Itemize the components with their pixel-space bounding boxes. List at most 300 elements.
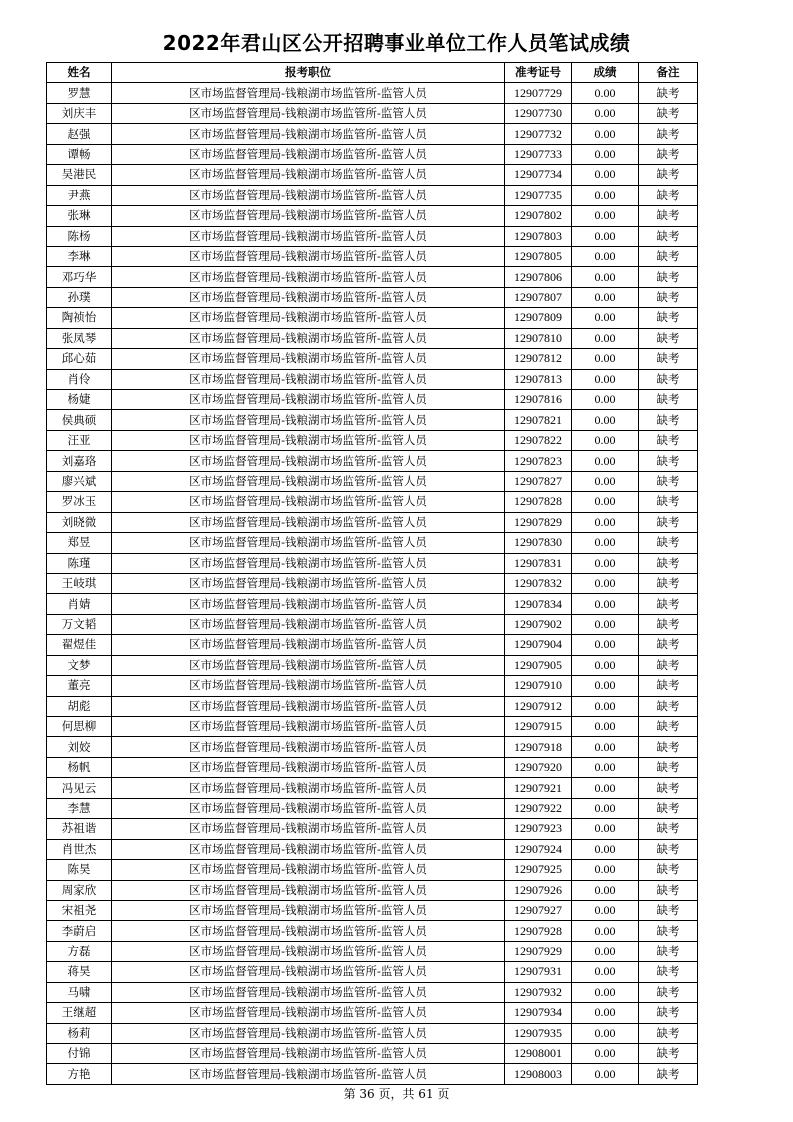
cell-score: 0.00 bbox=[572, 635, 639, 655]
cell-name: 刘姣 bbox=[47, 737, 112, 757]
cell-name: 郑昱 bbox=[47, 533, 112, 553]
cell-score: 0.00 bbox=[572, 83, 639, 103]
cell-name: 董亮 bbox=[47, 676, 112, 696]
cell-score: 0.00 bbox=[572, 1023, 639, 1043]
cell-exam-id: 12907929 bbox=[505, 941, 572, 961]
cell-position: 区市场监督管理局-钱粮湖市场监管所-监管人员 bbox=[112, 553, 505, 573]
cell-score: 0.00 bbox=[572, 1044, 639, 1064]
cell-name: 刘庆丰 bbox=[47, 103, 112, 123]
cell-exam-id: 12907729 bbox=[505, 83, 572, 103]
cell-position: 区市场监督管理局-钱粮湖市场监管所-监管人员 bbox=[112, 267, 505, 287]
cell-position: 区市场监督管理局-钱粮湖市场监管所-监管人员 bbox=[112, 614, 505, 634]
table-row bbox=[47, 124, 698, 144]
cell-exam-id: 12907921 bbox=[505, 778, 572, 798]
cell-note: 缺考 bbox=[639, 860, 698, 880]
cell-score: 0.00 bbox=[572, 573, 639, 593]
cell-score: 0.00 bbox=[572, 778, 639, 798]
cell-score: 0.00 bbox=[572, 982, 639, 1002]
cell-position: 区市场监督管理局-钱粮湖市场监管所-监管人员 bbox=[112, 83, 505, 103]
cell-name: 胡彪 bbox=[47, 696, 112, 716]
cell-score: 0.00 bbox=[572, 737, 639, 757]
cell-score: 0.00 bbox=[572, 962, 639, 982]
cell-position: 区市场监督管理局-钱粮湖市场监管所-监管人员 bbox=[112, 144, 505, 164]
cell-note: 缺考 bbox=[639, 492, 698, 512]
cell-name: 尹燕 bbox=[47, 185, 112, 205]
cell-score: 0.00 bbox=[572, 451, 639, 471]
cell-score: 0.00 bbox=[572, 103, 639, 123]
cell-exam-id: 12907805 bbox=[505, 246, 572, 266]
cell-position: 区市场监督管理局-钱粮湖市场监管所-监管人员 bbox=[112, 1064, 505, 1084]
header-score: 成绩 bbox=[572, 63, 639, 83]
results-table bbox=[46, 62, 698, 1085]
table-row bbox=[47, 655, 698, 675]
cell-score: 0.00 bbox=[572, 308, 639, 328]
cell-note: 缺考 bbox=[639, 430, 698, 450]
cell-name: 汪亚 bbox=[47, 430, 112, 450]
cell-position: 区市场监督管理局-钱粮湖市场监管所-监管人员 bbox=[112, 737, 505, 757]
cell-exam-id: 12907802 bbox=[505, 206, 572, 226]
cell-name: 肖婧 bbox=[47, 594, 112, 614]
table-row bbox=[47, 206, 698, 226]
cell-name: 李蔚启 bbox=[47, 921, 112, 941]
cell-position: 区市场监督管理局-钱粮湖市场监管所-监管人员 bbox=[112, 635, 505, 655]
cell-name: 杨婕 bbox=[47, 390, 112, 410]
cell-position: 区市场监督管理局-钱粮湖市场监管所-监管人员 bbox=[112, 287, 505, 307]
table-row bbox=[47, 83, 698, 103]
cell-exam-id: 12907730 bbox=[505, 103, 572, 123]
cell-note: 缺考 bbox=[639, 1064, 698, 1084]
table-row bbox=[47, 798, 698, 818]
cell-position: 区市场监督管理局-钱粮湖市场监管所-监管人员 bbox=[112, 349, 505, 369]
cell-name: 罗慧 bbox=[47, 83, 112, 103]
cell-position: 区市场监督管理局-钱粮湖市场监管所-监管人员 bbox=[112, 410, 505, 430]
cell-exam-id: 12907734 bbox=[505, 165, 572, 185]
cell-position: 区市场监督管理局-钱粮湖市场监管所-监管人员 bbox=[112, 492, 505, 512]
cell-score: 0.00 bbox=[572, 430, 639, 450]
cell-exam-id: 12907905 bbox=[505, 655, 572, 675]
cell-position: 区市场监督管理局-钱粮湖市场监管所-监管人员 bbox=[112, 226, 505, 246]
cell-name: 邓巧华 bbox=[47, 267, 112, 287]
cell-name: 冯见云 bbox=[47, 778, 112, 798]
table-row bbox=[47, 696, 698, 716]
cell-position: 区市场监督管理局-钱粮湖市场监管所-监管人员 bbox=[112, 103, 505, 123]
cell-note: 缺考 bbox=[639, 737, 698, 757]
table-row bbox=[47, 1044, 698, 1064]
cell-exam-id: 12908001 bbox=[505, 1044, 572, 1064]
cell-position: 区市场监督管理局-钱粮湖市场监管所-监管人员 bbox=[112, 369, 505, 389]
cell-position: 区市场监督管理局-钱粮湖市场监管所-监管人员 bbox=[112, 573, 505, 593]
cell-exam-id: 12907904 bbox=[505, 635, 572, 655]
cell-score: 0.00 bbox=[572, 410, 639, 430]
cell-position: 区市场监督管理局-钱粮湖市场监管所-监管人员 bbox=[112, 533, 505, 553]
cell-note: 缺考 bbox=[639, 921, 698, 941]
cell-name: 侯典硕 bbox=[47, 410, 112, 430]
cell-score: 0.00 bbox=[572, 226, 639, 246]
cell-exam-id: 12907924 bbox=[505, 839, 572, 859]
cell-score: 0.00 bbox=[572, 349, 639, 369]
cell-note: 缺考 bbox=[639, 880, 698, 900]
cell-score: 0.00 bbox=[572, 921, 639, 941]
cell-position: 区市场监督管理局-钱粮湖市场监管所-监管人员 bbox=[112, 185, 505, 205]
cell-name: 宋祖尧 bbox=[47, 900, 112, 920]
cell-position: 区市场监督管理局-钱粮湖市场监管所-监管人员 bbox=[112, 819, 505, 839]
cell-exam-id: 12907912 bbox=[505, 696, 572, 716]
cell-score: 0.00 bbox=[572, 185, 639, 205]
cell-name: 陈昊 bbox=[47, 860, 112, 880]
table-row bbox=[47, 144, 698, 164]
cell-name: 谭畅 bbox=[47, 144, 112, 164]
cell-score: 0.00 bbox=[572, 124, 639, 144]
cell-exam-id: 12907910 bbox=[505, 676, 572, 696]
cell-position: 区市场监督管理局-钱粮湖市场监管所-监管人员 bbox=[112, 839, 505, 859]
cell-score: 0.00 bbox=[572, 614, 639, 634]
cell-name: 刘嘉珞 bbox=[47, 451, 112, 471]
cell-score: 0.00 bbox=[572, 900, 639, 920]
cell-score: 0.00 bbox=[572, 717, 639, 737]
cell-note: 缺考 bbox=[639, 676, 698, 696]
table-row bbox=[47, 573, 698, 593]
cell-exam-id: 12907822 bbox=[505, 430, 572, 450]
cell-exam-id: 12907806 bbox=[505, 267, 572, 287]
table-row bbox=[47, 390, 698, 410]
cell-exam-id: 12907831 bbox=[505, 553, 572, 573]
cell-note: 缺考 bbox=[639, 1044, 698, 1064]
cell-position: 区市场监督管理局-钱粮湖市场监管所-监管人员 bbox=[112, 696, 505, 716]
cell-note: 缺考 bbox=[639, 185, 698, 205]
cell-name: 杨莉 bbox=[47, 1023, 112, 1043]
cell-note: 缺考 bbox=[639, 206, 698, 226]
cell-note: 缺考 bbox=[639, 83, 698, 103]
table-row bbox=[47, 594, 698, 614]
cell-note: 缺考 bbox=[639, 798, 698, 818]
cell-position: 区市场监督管理局-钱粮湖市场监管所-监管人员 bbox=[112, 860, 505, 880]
cell-exam-id: 12907830 bbox=[505, 533, 572, 553]
cell-score: 0.00 bbox=[572, 328, 639, 348]
cell-score: 0.00 bbox=[572, 144, 639, 164]
table-row bbox=[47, 430, 698, 450]
table-row bbox=[47, 410, 698, 430]
cell-note: 缺考 bbox=[639, 410, 698, 430]
cell-note: 缺考 bbox=[639, 512, 698, 532]
table-row bbox=[47, 860, 698, 880]
cell-note: 缺考 bbox=[639, 573, 698, 593]
cell-position: 区市场监督管理局-钱粮湖市场监管所-监管人员 bbox=[112, 328, 505, 348]
cell-note: 缺考 bbox=[639, 1023, 698, 1043]
cell-name: 周家欣 bbox=[47, 880, 112, 900]
cell-position: 区市场监督管理局-钱粮湖市场监管所-监管人员 bbox=[112, 941, 505, 961]
cell-name: 方磊 bbox=[47, 941, 112, 961]
cell-note: 缺考 bbox=[639, 696, 698, 716]
cell-exam-id: 12907920 bbox=[505, 757, 572, 777]
cell-exam-id: 12907823 bbox=[505, 451, 572, 471]
cell-note: 缺考 bbox=[639, 1003, 698, 1023]
cell-exam-id: 12907810 bbox=[505, 328, 572, 348]
table-row bbox=[47, 533, 698, 553]
cell-score: 0.00 bbox=[572, 696, 639, 716]
cell-name: 张琳 bbox=[47, 206, 112, 226]
cell-name: 陶祯怡 bbox=[47, 308, 112, 328]
cell-note: 缺考 bbox=[639, 635, 698, 655]
cell-position: 区市场监督管理局-钱粮湖市场监管所-监管人员 bbox=[112, 798, 505, 818]
cell-exam-id: 12907922 bbox=[505, 798, 572, 818]
cell-name: 陈瑾 bbox=[47, 553, 112, 573]
cell-name: 李琳 bbox=[47, 246, 112, 266]
cell-score: 0.00 bbox=[572, 512, 639, 532]
table-row bbox=[47, 737, 698, 757]
cell-score: 0.00 bbox=[572, 798, 639, 818]
cell-exam-id: 12907812 bbox=[505, 349, 572, 369]
cell-name: 马啸 bbox=[47, 982, 112, 1002]
cell-exam-id: 12907927 bbox=[505, 900, 572, 920]
page-title: 2022年君山区公开招聘事业单位工作人员笔试成绩 bbox=[162, 31, 631, 55]
cell-name: 吴港民 bbox=[47, 165, 112, 185]
cell-note: 缺考 bbox=[639, 614, 698, 634]
table-row bbox=[47, 369, 698, 389]
table-header-row bbox=[47, 63, 698, 83]
cell-score: 0.00 bbox=[572, 676, 639, 696]
table-row bbox=[47, 328, 698, 348]
page-number: 第 36 页，共 61 页 bbox=[343, 1087, 450, 1101]
cell-name: 邱心茹 bbox=[47, 349, 112, 369]
cell-position: 区市场监督管理局-钱粮湖市场监管所-监管人员 bbox=[112, 676, 505, 696]
cell-position: 区市场监督管理局-钱粮湖市场监管所-监管人员 bbox=[112, 124, 505, 144]
cell-name: 杨帆 bbox=[47, 757, 112, 777]
cell-position: 区市场监督管理局-钱粮湖市场监管所-监管人员 bbox=[112, 390, 505, 410]
cell-exam-id: 12907935 bbox=[505, 1023, 572, 1043]
cell-exam-id: 12907809 bbox=[505, 308, 572, 328]
table-row bbox=[47, 778, 698, 798]
cell-score: 0.00 bbox=[572, 594, 639, 614]
cell-score: 0.00 bbox=[572, 287, 639, 307]
cell-position: 区市场监督管理局-钱粮湖市场监管所-监管人员 bbox=[112, 1023, 505, 1043]
cell-name: 肖世杰 bbox=[47, 839, 112, 859]
cell-score: 0.00 bbox=[572, 533, 639, 553]
cell-name: 陈杨 bbox=[47, 226, 112, 246]
cell-exam-id: 12907902 bbox=[505, 614, 572, 634]
cell-note: 缺考 bbox=[639, 165, 698, 185]
table-row bbox=[47, 921, 698, 941]
cell-exam-id: 12907735 bbox=[505, 185, 572, 205]
header-position: 报考职位 bbox=[112, 63, 505, 83]
cell-exam-id: 12907827 bbox=[505, 471, 572, 491]
cell-note: 缺考 bbox=[639, 349, 698, 369]
cell-name: 苏祖谐 bbox=[47, 819, 112, 839]
cell-position: 区市场监督管理局-钱粮湖市场监管所-监管人员 bbox=[112, 982, 505, 1002]
table-row bbox=[47, 165, 698, 185]
table-row bbox=[47, 226, 698, 246]
cell-exam-id: 12907832 bbox=[505, 573, 572, 593]
cell-exam-id: 12907915 bbox=[505, 717, 572, 737]
table-row bbox=[47, 1003, 698, 1023]
cell-position: 区市场监督管理局-钱粮湖市场监管所-监管人员 bbox=[112, 512, 505, 532]
cell-name: 何思柳 bbox=[47, 717, 112, 737]
cell-exam-id: 12907733 bbox=[505, 144, 572, 164]
table-row bbox=[47, 962, 698, 982]
cell-note: 缺考 bbox=[639, 246, 698, 266]
cell-exam-id: 12907934 bbox=[505, 1003, 572, 1023]
cell-note: 缺考 bbox=[639, 144, 698, 164]
cell-name: 罗冰玉 bbox=[47, 492, 112, 512]
cell-exam-id: 12907834 bbox=[505, 594, 572, 614]
cell-position: 区市场监督管理局-钱粮湖市场监管所-监管人员 bbox=[112, 206, 505, 226]
cell-score: 0.00 bbox=[572, 880, 639, 900]
table-row bbox=[47, 246, 698, 266]
table-row bbox=[47, 512, 698, 532]
cell-exam-id: 12908003 bbox=[505, 1064, 572, 1084]
cell-note: 缺考 bbox=[639, 553, 698, 573]
cell-name: 孙璞 bbox=[47, 287, 112, 307]
table-row bbox=[47, 471, 698, 491]
cell-score: 0.00 bbox=[572, 267, 639, 287]
cell-position: 区市场监督管理局-钱粮湖市场监管所-监管人员 bbox=[112, 880, 505, 900]
cell-position: 区市场监督管理局-钱粮湖市场监管所-监管人员 bbox=[112, 921, 505, 941]
cell-position: 区市场监督管理局-钱粮湖市场监管所-监管人员 bbox=[112, 471, 505, 491]
table-row bbox=[47, 676, 698, 696]
table-row bbox=[47, 757, 698, 777]
cell-score: 0.00 bbox=[572, 246, 639, 266]
cell-note: 缺考 bbox=[639, 941, 698, 961]
cell-name: 方艳 bbox=[47, 1064, 112, 1084]
cell-note: 缺考 bbox=[639, 982, 698, 1002]
cell-exam-id: 12907923 bbox=[505, 819, 572, 839]
cell-position: 区市场监督管理局-钱粮湖市场监管所-监管人员 bbox=[112, 165, 505, 185]
header-note: 备注 bbox=[639, 63, 698, 83]
cell-name: 李慧 bbox=[47, 798, 112, 818]
cell-note: 缺考 bbox=[639, 287, 698, 307]
cell-score: 0.00 bbox=[572, 819, 639, 839]
cell-name: 蒋昊 bbox=[47, 962, 112, 982]
cell-name: 王继超 bbox=[47, 1003, 112, 1023]
cell-exam-id: 12907829 bbox=[505, 512, 572, 532]
cell-score: 0.00 bbox=[572, 941, 639, 961]
cell-note: 缺考 bbox=[639, 655, 698, 675]
cell-name: 翟煜佳 bbox=[47, 635, 112, 655]
cell-score: 0.00 bbox=[572, 471, 639, 491]
cell-exam-id: 12907732 bbox=[505, 124, 572, 144]
table-row bbox=[47, 819, 698, 839]
cell-note: 缺考 bbox=[639, 103, 698, 123]
cell-position: 区市场监督管理局-钱粮湖市场监管所-监管人员 bbox=[112, 308, 505, 328]
cell-name: 王岐琪 bbox=[47, 573, 112, 593]
cell-note: 缺考 bbox=[639, 451, 698, 471]
table-row bbox=[47, 982, 698, 1002]
cell-note: 缺考 bbox=[639, 839, 698, 859]
cell-position: 区市场监督管理局-钱粮湖市场监管所-监管人员 bbox=[112, 246, 505, 266]
cell-name: 刘晓微 bbox=[47, 512, 112, 532]
cell-exam-id: 12907816 bbox=[505, 390, 572, 410]
cell-score: 0.00 bbox=[572, 390, 639, 410]
cell-position: 区市场监督管理局-钱粮湖市场监管所-监管人员 bbox=[112, 1003, 505, 1023]
table-row bbox=[47, 349, 698, 369]
table-body bbox=[47, 83, 698, 1084]
cell-name: 张凤琴 bbox=[47, 328, 112, 348]
cell-exam-id: 12907918 bbox=[505, 737, 572, 757]
cell-note: 缺考 bbox=[639, 267, 698, 287]
cell-score: 0.00 bbox=[572, 757, 639, 777]
cell-note: 缺考 bbox=[639, 533, 698, 553]
table-row bbox=[47, 1023, 698, 1043]
cell-name: 廖兴斌 bbox=[47, 471, 112, 491]
cell-position: 区市场监督管理局-钱粮湖市场监管所-监管人员 bbox=[112, 655, 505, 675]
cell-position: 区市场监督管理局-钱粮湖市场监管所-监管人员 bbox=[112, 962, 505, 982]
table-row bbox=[47, 308, 698, 328]
table-row bbox=[47, 553, 698, 573]
cell-exam-id: 12907926 bbox=[505, 880, 572, 900]
cell-note: 缺考 bbox=[639, 390, 698, 410]
header-name: 姓名 bbox=[47, 63, 112, 83]
cell-position: 区市场监督管理局-钱粮湖市场监管所-监管人员 bbox=[112, 430, 505, 450]
cell-exam-id: 12907925 bbox=[505, 860, 572, 880]
cell-score: 0.00 bbox=[572, 165, 639, 185]
cell-score: 0.00 bbox=[572, 206, 639, 226]
cell-note: 缺考 bbox=[639, 369, 698, 389]
cell-position: 区市场监督管理局-钱粮湖市场监管所-监管人员 bbox=[112, 900, 505, 920]
cell-score: 0.00 bbox=[572, 369, 639, 389]
table-row bbox=[47, 103, 698, 123]
cell-exam-id: 12907813 bbox=[505, 369, 572, 389]
cell-note: 缺考 bbox=[639, 900, 698, 920]
cell-position: 区市场监督管理局-钱粮湖市场监管所-监管人员 bbox=[112, 594, 505, 614]
cell-score: 0.00 bbox=[572, 553, 639, 573]
cell-name: 文梦 bbox=[47, 655, 112, 675]
cell-name: 肖伶 bbox=[47, 369, 112, 389]
cell-note: 缺考 bbox=[639, 778, 698, 798]
cell-note: 缺考 bbox=[639, 594, 698, 614]
cell-score: 0.00 bbox=[572, 1064, 639, 1084]
cell-name: 万文韬 bbox=[47, 614, 112, 634]
table-row bbox=[47, 839, 698, 859]
cell-position: 区市场监督管理局-钱粮湖市场监管所-监管人员 bbox=[112, 717, 505, 737]
table-row bbox=[47, 267, 698, 287]
cell-position: 区市场监督管理局-钱粮湖市场监管所-监管人员 bbox=[112, 1044, 505, 1064]
cell-exam-id: 12907803 bbox=[505, 226, 572, 246]
table-row bbox=[47, 880, 698, 900]
header-exam-id: 准考证号 bbox=[505, 63, 572, 83]
cell-score: 0.00 bbox=[572, 492, 639, 512]
cell-score: 0.00 bbox=[572, 655, 639, 675]
cell-position: 区市场监督管理局-钱粮湖市场监管所-监管人员 bbox=[112, 451, 505, 471]
cell-note: 缺考 bbox=[639, 471, 698, 491]
cell-position: 区市场监督管理局-钱粮湖市场监管所-监管人员 bbox=[112, 778, 505, 798]
table-row bbox=[47, 185, 698, 205]
table-row bbox=[47, 941, 698, 961]
cell-note: 缺考 bbox=[639, 226, 698, 246]
cell-note: 缺考 bbox=[639, 819, 698, 839]
table-row bbox=[47, 492, 698, 512]
cell-note: 缺考 bbox=[639, 717, 698, 737]
cell-name: 赵强 bbox=[47, 124, 112, 144]
table-row bbox=[47, 900, 698, 920]
table-row bbox=[47, 451, 698, 471]
table-row bbox=[47, 717, 698, 737]
cell-note: 缺考 bbox=[639, 124, 698, 144]
cell-position: 区市场监督管理局-钱粮湖市场监管所-监管人员 bbox=[112, 757, 505, 777]
cell-name: 付锦 bbox=[47, 1044, 112, 1064]
cell-exam-id: 12907828 bbox=[505, 492, 572, 512]
cell-note: 缺考 bbox=[639, 962, 698, 982]
table-row bbox=[47, 1064, 698, 1084]
cell-note: 缺考 bbox=[639, 308, 698, 328]
cell-exam-id: 12907932 bbox=[505, 982, 572, 1002]
table-row bbox=[47, 614, 698, 634]
cell-score: 0.00 bbox=[572, 1003, 639, 1023]
cell-note: 缺考 bbox=[639, 328, 698, 348]
cell-note: 缺考 bbox=[639, 757, 698, 777]
cell-exam-id: 12907807 bbox=[505, 287, 572, 307]
cell-score: 0.00 bbox=[572, 839, 639, 859]
table-row bbox=[47, 635, 698, 655]
cell-score: 0.00 bbox=[572, 860, 639, 880]
